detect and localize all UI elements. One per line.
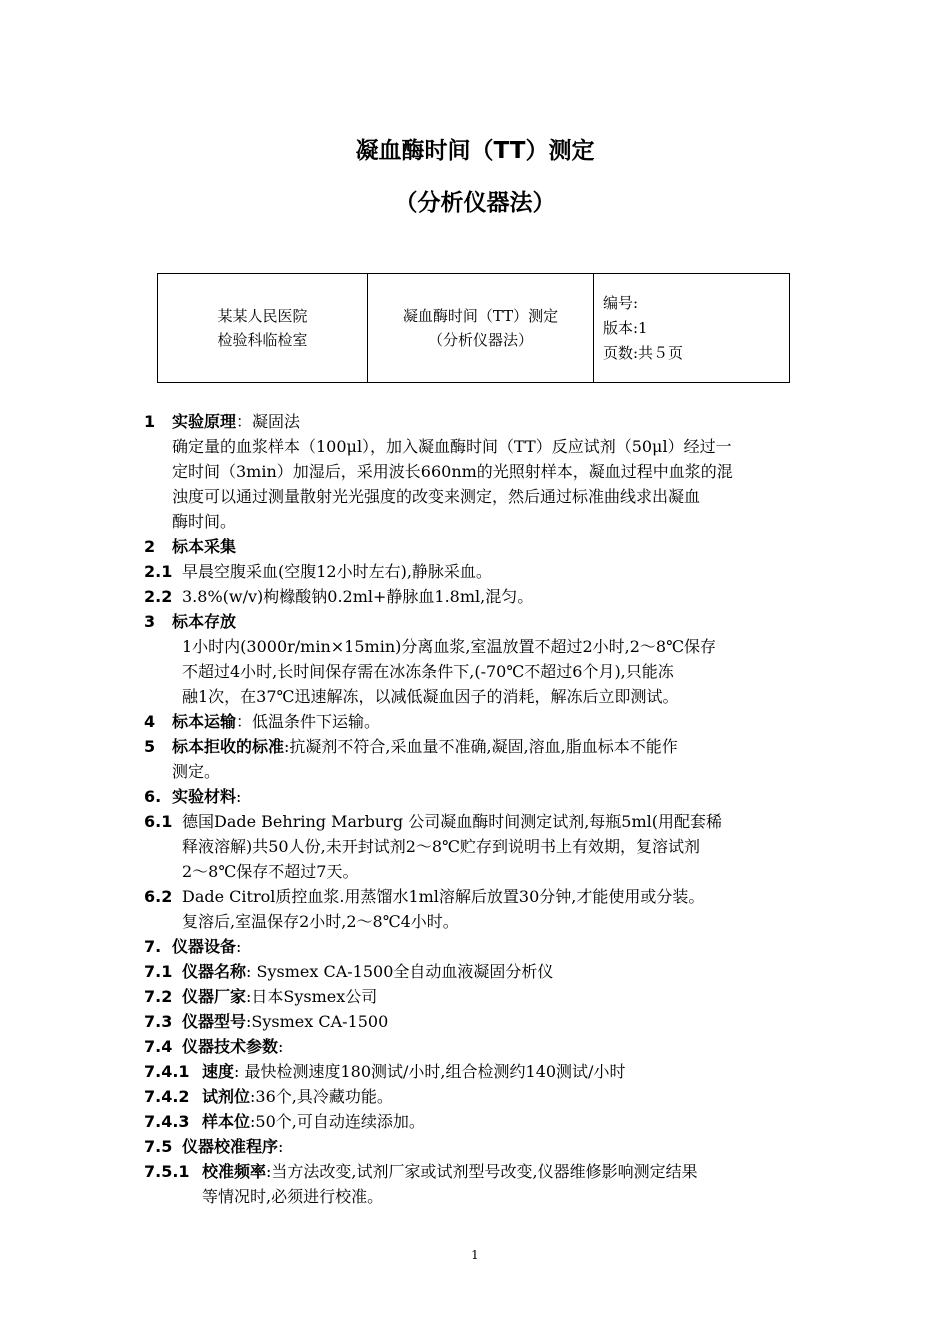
- line-content: [202, 1084, 393, 1109]
- section-heading: 实验材料: [172, 787, 237, 806]
- line-text: ：凝固法: [236, 412, 301, 431]
- line-text: 早晨空腹采血(空腹12小时左右),静脉采血。: [182, 562, 492, 581]
- line-text: ：低温条件下运输。: [236, 712, 381, 731]
- line-text: 确定量的血浆样本（100μl），加入凝血酶时间（TT）反应试剂（50μl）经过一: [172, 437, 732, 456]
- line-content: [182, 809, 722, 834]
- section-heading: 校准频率: [202, 1162, 267, 1181]
- section-number: 7.: [144, 937, 162, 956]
- line-content: [172, 784, 241, 809]
- line-content: [182, 859, 358, 884]
- section-number: 7.4.1: [144, 1062, 190, 1081]
- section-number: 7.5: [144, 1137, 173, 1156]
- line-content: [172, 934, 241, 959]
- line-content: [172, 759, 220, 784]
- line-content: [182, 959, 553, 984]
- section-number: 7.2: [144, 987, 173, 1006]
- line-text: Dade Citrol质控血浆.用蒸馏水1ml溶解后放置30分钟,才能使用或分装。: [182, 887, 705, 906]
- line-content: [202, 1159, 698, 1184]
- header-org-cell: [158, 274, 368, 383]
- line-content: [182, 584, 533, 609]
- section-number: 7.4.2: [144, 1087, 190, 1106]
- line-text: :: [278, 1037, 284, 1056]
- section-heading: 试剂位: [202, 1087, 251, 1106]
- line-text: 复溶后,室温保存2小时,2～8℃4小时。: [182, 912, 459, 931]
- line-content: [182, 559, 492, 584]
- line-text: : Sysmex CA-1500全自动血液凝固分析仪: [246, 962, 554, 981]
- line-content: [182, 834, 700, 859]
- section-number: 6.: [144, 787, 162, 806]
- line-content: [202, 1109, 425, 1134]
- line-text: 3.8%(w/v)枸橼酸钠0.2ml+静脉血1.8ml,混匀。: [182, 587, 534, 606]
- header-doc-cell: [368, 274, 594, 383]
- line-text: 德国Dade Behring Marburg 公司凝血酶时间测定试剂,每瓶5ml(用配套稀: [182, 812, 722, 831]
- line-content: [172, 709, 380, 734]
- section-number: 7.5.1: [144, 1162, 190, 1181]
- line-content: [182, 1009, 388, 1034]
- section-heading: 仪器名称: [182, 962, 247, 981]
- header-version: 版本:1: [603, 318, 648, 337]
- section-number: 7.1: [144, 962, 173, 981]
- section-number: 5: [144, 737, 156, 756]
- section-number: 7.3: [144, 1012, 173, 1031]
- section-number: 4: [144, 712, 156, 731]
- section-number: 7.4.3: [144, 1112, 190, 1131]
- line-text: : 最快检测速度180测试/小时,组合检测约140测试/小时: [234, 1062, 626, 1081]
- line-text: 1小时内(3000r/min×15min)分离血浆,室温放置不超过2小时,2～8℃保存: [182, 637, 716, 656]
- line-content: [182, 909, 459, 934]
- line-text: :: [236, 937, 242, 956]
- section-heading: 标本存放: [172, 612, 237, 631]
- header-code: 编号:: [603, 293, 639, 312]
- line-content: [182, 659, 674, 684]
- header-table: [157, 273, 790, 383]
- line-content: [172, 434, 732, 459]
- line-text: 等情况时,必须进行校准。: [202, 1187, 384, 1206]
- section-heading: 标本采集: [172, 537, 237, 556]
- section-heading: 标本拒收的标准: [172, 737, 285, 756]
- section-heading: 速度: [202, 1062, 235, 1081]
- section-number: 2: [144, 537, 156, 556]
- section-number: 6.1: [144, 812, 173, 831]
- section-heading: 样本位: [202, 1112, 251, 1131]
- header-pages: 页数:共５页: [603, 343, 684, 362]
- section-number: 7.4: [144, 1037, 173, 1056]
- section-heading: 仪器校准程序: [182, 1137, 279, 1156]
- line-content: [182, 634, 716, 659]
- line-content: [182, 884, 704, 909]
- line-text: :Sysmex CA-1500: [246, 1012, 389, 1031]
- line-text: 浊度可以通过测量散射光光强度的改变来测定，然后通过标准曲线求出凝血: [172, 487, 701, 506]
- section-number: 1: [144, 412, 156, 431]
- line-text: 不超过4小时,长时间保存需在冰冻条件下,(-70℃不超过6个月),只能冻: [182, 662, 674, 681]
- line-content: [172, 534, 236, 559]
- line-content: [202, 1059, 625, 1084]
- line-text: :当方法改变,试剂厂家或试剂型号改变,仪器维修影响测定结果: [266, 1162, 698, 1181]
- section-heading: 仪器厂家: [182, 987, 247, 1006]
- document-title: 凝血酶时间（TT）测定: [355, 138, 595, 164]
- line-text: :: [278, 1137, 284, 1156]
- section-number: 2.1: [144, 562, 173, 581]
- line-text: 测定。: [172, 762, 221, 781]
- line-text: :50个,可自动连续添加。: [250, 1112, 425, 1131]
- line-text: 融1次，在37℃迅速解冻，以减低凝血因子的消耗，解冻后立即测试。: [182, 687, 679, 706]
- line-content: [202, 1184, 383, 1209]
- line-content: [182, 984, 377, 1009]
- header-org-line1: 某某人民医院: [217, 307, 308, 325]
- line-content: [172, 609, 236, 634]
- line-text: 2～8℃保存不超过7天。: [182, 862, 359, 881]
- section-heading: 仪器设备: [172, 937, 237, 956]
- section-heading: 仪器技术参数: [182, 1037, 279, 1056]
- line-text: 释液溶解)共50人份,未开封试剂2～8℃贮存到说明书上有效期，复溶试剂: [182, 837, 700, 856]
- section-heading: 仪器型号: [182, 1012, 247, 1031]
- page-number: 1: [471, 1248, 479, 1262]
- section-heading: 标本运输: [172, 712, 237, 731]
- line-content: [182, 1134, 283, 1159]
- line-content: [172, 484, 700, 509]
- header-doc-line2: （分析仪器法）: [427, 331, 533, 349]
- line-text: :: [236, 787, 242, 806]
- header-meta-cell: [594, 274, 790, 383]
- line-content: [182, 1034, 283, 1059]
- section-number: 3: [144, 612, 156, 631]
- header-org-line2: 检验科临检室: [217, 331, 308, 349]
- line-content: [172, 459, 733, 484]
- line-content: [172, 734, 678, 759]
- line-content: [172, 509, 236, 534]
- section-heading: 实验原理: [172, 412, 237, 431]
- line-text: :日本Sysmex公司: [246, 987, 378, 1006]
- document-subtitle: （分析仪器法）: [394, 190, 556, 216]
- line-text: 酶时间。: [172, 512, 237, 531]
- line-content: [172, 409, 300, 434]
- line-text: 定时间（3min）加湿后，采用波长660nm的光照射样本，凝血过程中血浆的混: [172, 462, 733, 481]
- section-number: 2.2: [144, 587, 173, 606]
- line-content: [182, 684, 678, 709]
- section-number: 6.2: [144, 887, 173, 906]
- line-text: :36个,具冷藏功能。: [250, 1087, 393, 1106]
- header-doc-line1: 凝血酶时间（TT）测定: [402, 307, 559, 325]
- line-text: :抗凝剂不符合,采血量不准确,凝固,溶血,脂血标本不能作: [284, 737, 678, 756]
